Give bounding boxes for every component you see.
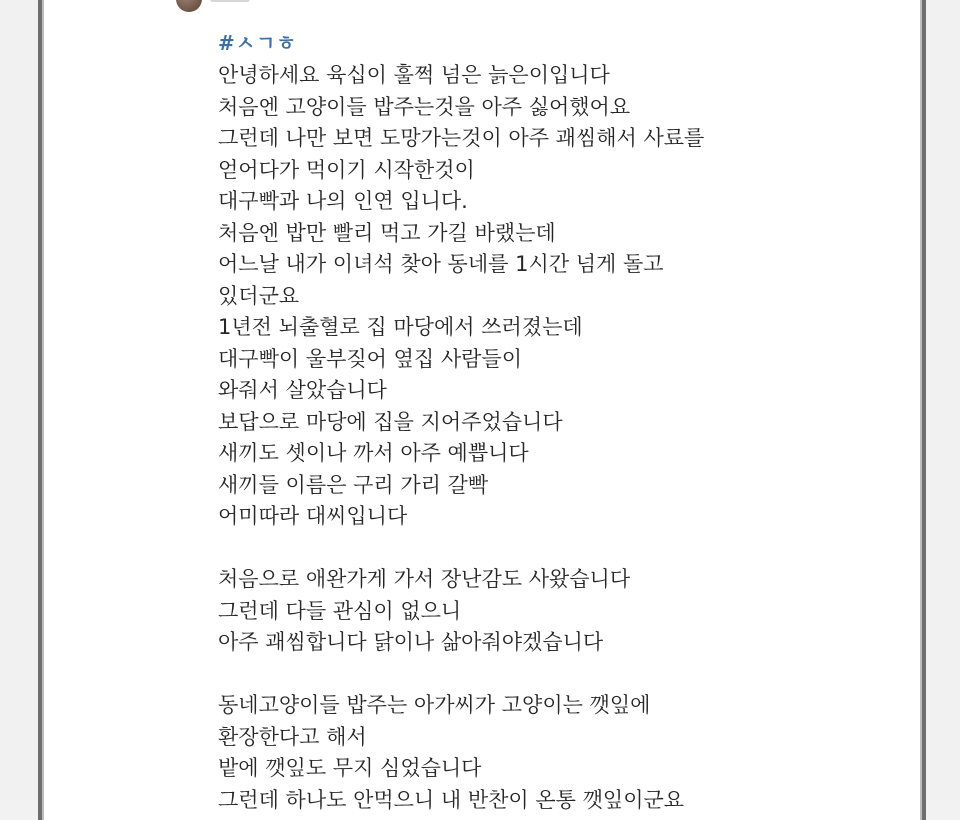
post-paragraph bbox=[218, 60, 878, 533]
post-line: 처음으로 애완가게 가서 장난감도 사왔습니다 bbox=[218, 567, 631, 591]
post-line: 1년전 뇌출혈로 집 마당에서 쓰러졌는데 bbox=[218, 315, 583, 339]
post-line: 그런데 나만 보면 도망가는것이 아주 괘씸해서 사료를 bbox=[218, 126, 705, 150]
post-line: 얻어다가 먹이기 시작한것이 bbox=[218, 157, 475, 182]
post-line: 동네고양이들 밥주는 아가씨가 고양이는 깻잎에 bbox=[218, 693, 651, 717]
post-line: 그런데 하나도 안먹으니 내 반찬이 온통 깻잎이군요 bbox=[218, 787, 685, 812]
post-line: 보답으로 마당에 집을 지어주었습니다 bbox=[218, 409, 563, 434]
post-line: 그런데 다들 관심이 없으니 bbox=[218, 598, 462, 623]
post-line: 환장한다고 해서 bbox=[218, 724, 367, 749]
post-hashtag[interactable]: #ㅅㄱㅎ bbox=[218, 31, 297, 55]
post-line: 대구빡이 울부짖어 옆집 사람들이 bbox=[218, 346, 523, 371]
post-line: 있더군요 bbox=[218, 283, 300, 308]
paragraph-gap bbox=[218, 659, 878, 691]
post-line: 처음엔 밥만 빨리 먹고 가길 바랬는데 bbox=[218, 220, 556, 245]
paragraph-gap bbox=[218, 533, 878, 565]
post-line: 밭에 깻잎도 무지 심었습니다 bbox=[218, 756, 482, 780]
post-line: 처음엔 고양이들 밥주는것을 아주 싫어했어요 bbox=[218, 94, 631, 119]
post-line: 어미따라 대씨입니다 bbox=[218, 504, 408, 528]
post-paragraph bbox=[218, 564, 878, 659]
post-line: 와줘서 살았습니다 bbox=[218, 378, 387, 402]
author-name-placeholder[interactable] bbox=[210, 0, 250, 2]
post-line: 새끼도 셋이나 까서 아주 예쁩니다 bbox=[218, 441, 529, 465]
post-body bbox=[218, 60, 878, 816]
post-paragraph bbox=[218, 690, 878, 816]
post-line: 대구빡과 나의 인연 입니다. bbox=[218, 189, 468, 213]
post-line: 어느날 내가 이녀석 찾아 동네를 1시간 넘게 돌고 bbox=[218, 252, 664, 276]
post-line: 안녕하세요 육십이 훌쩍 넘은 늙은이입니다 bbox=[218, 63, 610, 87]
post-line: 아주 괘씸합니다 닭이나 삶아줘야겠습니다 bbox=[218, 630, 604, 654]
post-line: 새끼들 이름은 구리 가리 갈빡 bbox=[218, 472, 489, 497]
